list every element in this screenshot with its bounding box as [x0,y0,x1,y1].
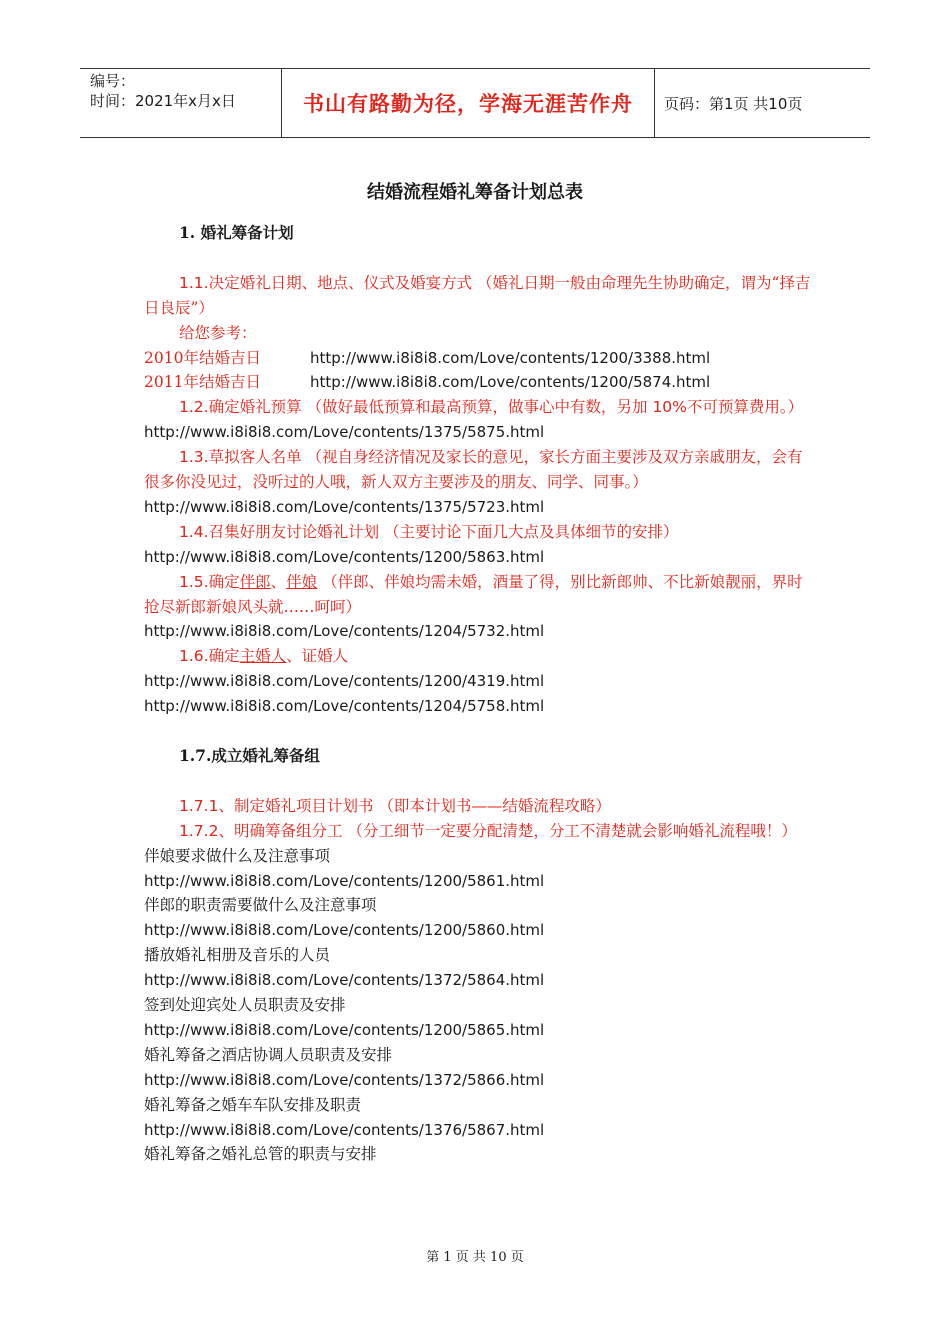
item-1-7: 1.7.成立婚礼筹备组 [179,746,320,765]
link-url[interactable]: http://www.i8i8i8.com/Love/contents/1200/5861.html [144,871,545,890]
link-url[interactable]: http://www.i8i8i8.com/Love/contents/1372/5866.html [144,1070,545,1089]
item-1-2: 1.2.确定婚礼预算 （做好最低预算和最高预算，做事心中有数，另加 10%不可预算费用。） [179,398,804,417]
duty-label: 播放婚礼相册及音乐的人员 [144,946,331,965]
link-url[interactable]: http://www.i8i8i8.com/Love/contents/1375/5875.html [144,423,545,442]
item-1-4: 1.4.召集好朋友讨论婚礼计划 （主要讨论下面几大点及具体细节的安排） [179,522,679,541]
reference-label: 给您参考： [179,323,257,342]
serial-label: 编号： [90,72,136,90]
item-1-3: 1.3.草拟客人名单 （视自身经济情况及家长的意见，家长方面主要涉及双方亲戚朋友，会有很多你没见过，没听过的人哦，新人双方主要涉及的朋友、同学、同事。） [144,448,803,492]
bridesmaid-link[interactable]: 伴娘 [286,572,318,591]
link-row-2010: 2010年结婚吉日 http://www.i8i8i8.com/Love/contents/1200/3388.html [144,348,711,367]
bestman-link[interactable]: 伴郎 [239,572,271,591]
link-row-2011: 2011年结婚吉日 http://www.i8i8i8.com/Love/contents/1200/5874.html [144,373,711,392]
section-heading: 1. 婚礼筹备计划 [179,223,294,242]
document-title: 结婚流程婚礼筹备计划总表 [367,182,583,203]
link-url[interactable]: http://www.i8i8i8.com/Love/contents/1200/4319.html [144,672,545,691]
item-1-7-2: 1.7.2、明确筹备组分工 （分工细节一定要分配清楚，分工不清楚就会影响婚礼流程哦！） [179,821,797,840]
link-url[interactable]: http://www.i8i8i8.com/Love/contents/1375/5723.html [144,497,545,516]
item-1-1: 1.1.决定婚礼日期、地点、仪式及婚宴方式 （婚礼日期一般由命理先生协助确定，谓为“择吉日良辰”） [144,273,811,317]
header-page-number: 页码：第1页 共10页 [664,94,803,113]
link-url[interactable]: http://www.i8i8i8.com/Love/contents/1200/5865.html [144,1020,545,1039]
duty-label: 婚礼筹备之酒店协调人员职责及安排 [144,1045,393,1064]
header-left-cell [80,69,282,137]
link-url[interactable]: http://www.i8i8i8.com/Love/contents/1204/5758.html [144,697,545,716]
document-body [144,221,814,1167]
link-url[interactable]: http://www.i8i8i8.com/Love/contents/1200/5874.html [310,373,711,392]
duty-label: 婚礼筹备之婚礼总管的职责与安排 [144,1145,377,1164]
item-1-6: 1.6.确定主婚人、证婚人 [179,647,349,666]
item-1-7-1: 1.7.1、制定婚礼项目计划书 （即本计划书——结婚流程攻略） [179,796,611,815]
duty-label: 签到处迎宾处人员职责及安排 [144,996,346,1015]
officiant-link[interactable]: 主婚人 [239,647,287,666]
link-url[interactable]: http://www.i8i8i8.com/Love/contents/1204/5732.html [144,622,545,641]
link-url[interactable]: http://www.i8i8i8.com/Love/contents/1200/3388.html [310,348,711,367]
date-label: 时间：2021年x月x日 [90,92,236,110]
link-url[interactable]: http://www.i8i8i8.com/Love/contents/1376/5867.html [144,1120,545,1139]
link-url[interactable]: http://www.i8i8i8.com/Love/contents/1200/5860.html [144,921,545,940]
item-1-5: 1.5.确定伴郎、伴娘 （伴郎、伴娘均需未婚，酒量了得，别比新郎帅、不比新娘靓丽，界时抢尽新郎新娘风头就……呵呵） [144,572,803,616]
page-header [80,68,870,138]
page-footer: 第 1 页 共 10 页 [426,1250,524,1265]
header-motto: 书山有路勤为径，学海无涯苦作舟 [282,69,655,137]
duty-label: 伴郎的职责需要做什么及注意事项 [144,896,377,915]
duty-label: 婚礼筹备之婚车车队安排及职责 [144,1095,362,1114]
duty-label: 伴娘要求做什么及注意事项 [144,846,331,865]
link-url[interactable]: http://www.i8i8i8.com/Love/contents/1200/5863.html [144,547,545,566]
link-url[interactable]: http://www.i8i8i8.com/Love/contents/1372/5864.html [144,971,545,990]
